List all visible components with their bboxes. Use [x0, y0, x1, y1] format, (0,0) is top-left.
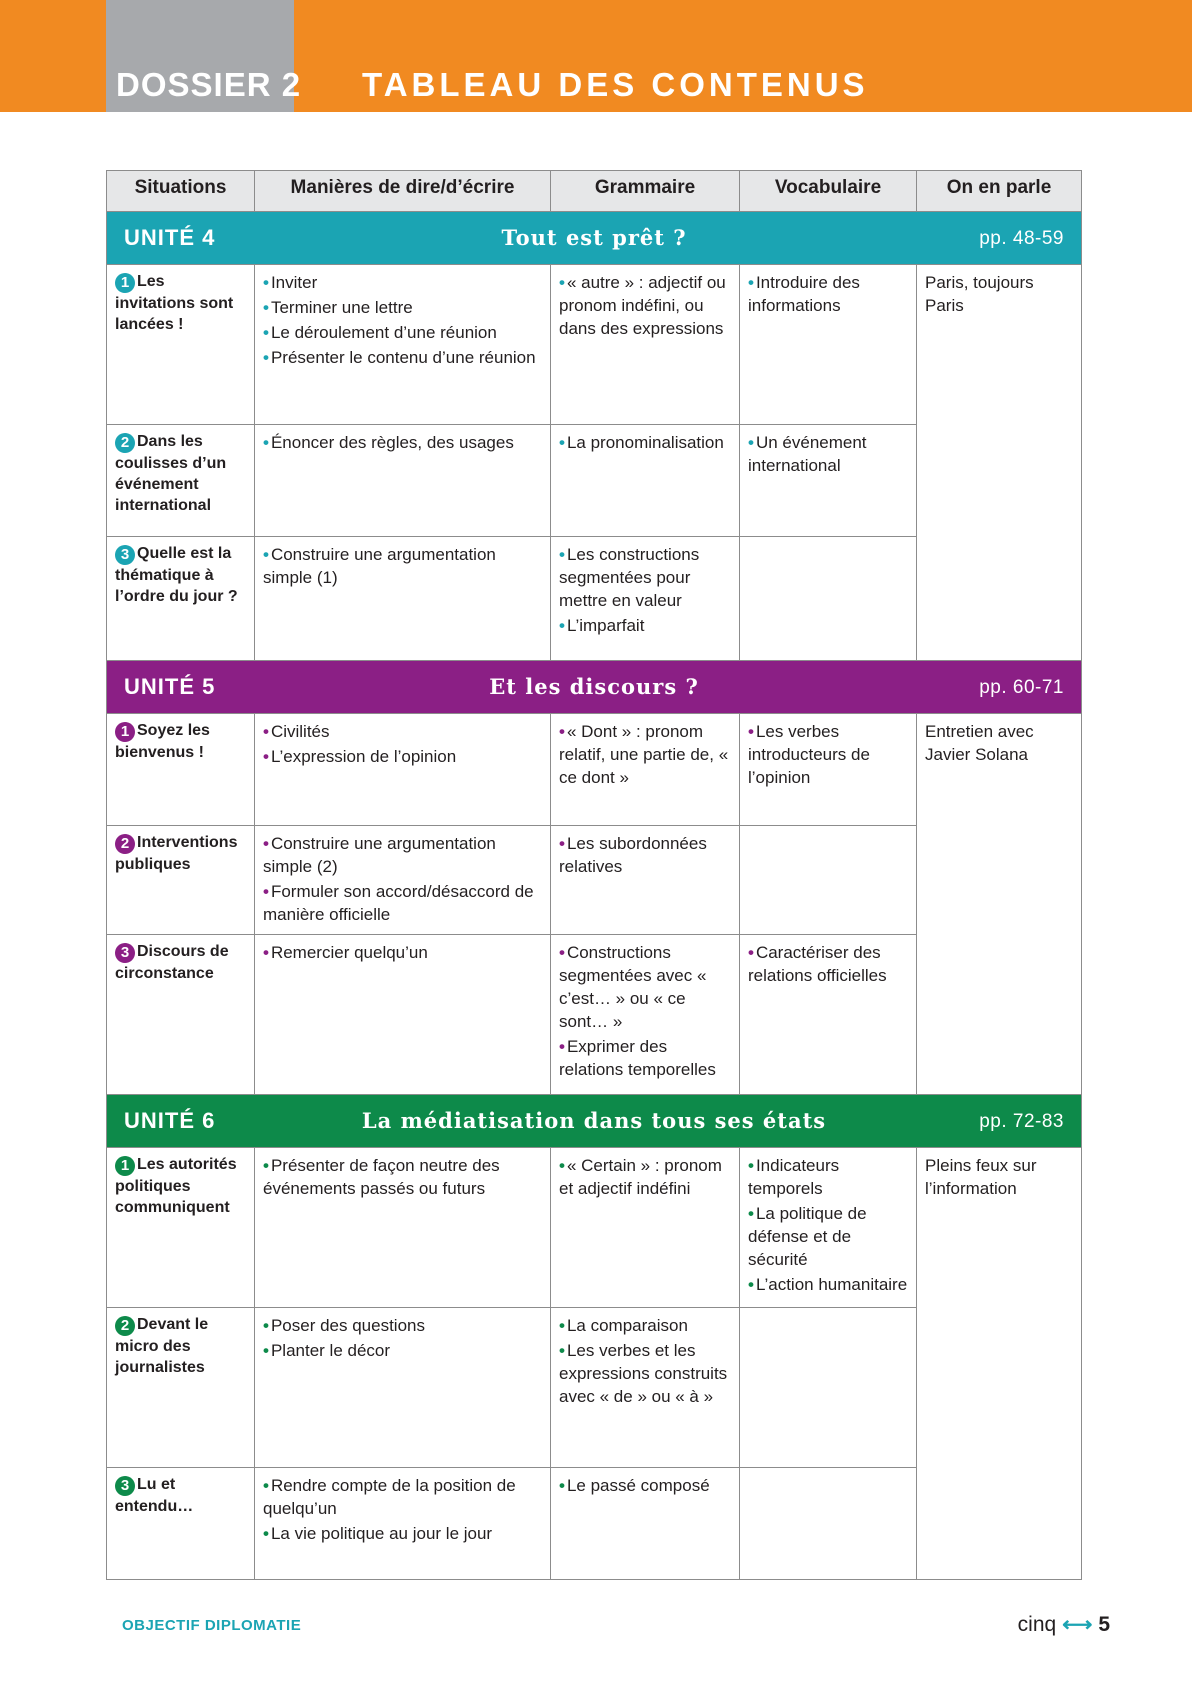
list-item	[748, 1154, 908, 1200]
unit-name: UNITÉ 6	[124, 1108, 216, 1133]
list-item-text: Les verbes introducteurs de l’opinion	[748, 722, 870, 787]
list-item-text: L’imparfait	[566, 616, 645, 635]
bullet-icon: •	[263, 298, 269, 317]
bullet-icon: •	[559, 273, 565, 292]
unit-header-row	[107, 661, 1082, 714]
arrow-icon: ⟷	[1062, 1613, 1093, 1636]
bullet-icon: •	[263, 1524, 269, 1543]
unit-banner-inner	[115, 218, 1073, 258]
situation-title: Discours de circonstance	[115, 943, 229, 982]
situation-number-badge: 1	[115, 1156, 135, 1176]
table-row	[107, 1148, 1082, 1308]
vocabulaire-cell	[740, 1148, 917, 1308]
list-item-text: L’action humanitaire	[755, 1275, 908, 1294]
bullet-icon: •	[263, 545, 269, 564]
list-item	[263, 1474, 542, 1520]
list-item-text: Remercier quelqu’un	[270, 943, 428, 962]
list-item	[559, 271, 731, 340]
grammaire-cell	[551, 935, 740, 1095]
unit-header-row	[107, 212, 1082, 265]
list-item-text: Exprimer des relations temporelles	[559, 1037, 716, 1079]
bullet-icon: •	[559, 943, 565, 962]
situation-cell	[107, 1308, 255, 1468]
situation-title: Lu et entendu…	[115, 1476, 194, 1515]
bullet-icon: •	[559, 616, 565, 635]
bullet-icon: •	[263, 943, 269, 962]
situation-number-badge: 3	[115, 943, 135, 963]
unit-name: UNITÉ 5	[124, 674, 216, 699]
list-item	[263, 1314, 542, 1337]
list-item	[748, 271, 908, 317]
list-item	[559, 543, 731, 612]
situation-number-badge: 2	[115, 433, 135, 453]
list-item-text: Énoncer des règles, des usages	[270, 433, 514, 452]
list-item-text: Introduire des informations	[748, 273, 860, 315]
on-en-parle-text: Entretien avec Javier Solana	[925, 722, 1034, 764]
situation-cell	[107, 826, 255, 935]
col-header-vocabulaire: Vocabulaire	[740, 171, 917, 212]
bullet-icon: •	[559, 1476, 565, 1495]
grammaire-cell	[551, 265, 740, 425]
list-item	[263, 1154, 542, 1200]
footer-page-digit: 5	[1098, 1613, 1110, 1636]
list-item	[559, 1474, 731, 1497]
footer-page-word: cinq	[1017, 1613, 1057, 1636]
vocabulaire-cell	[740, 826, 917, 935]
bullet-icon: •	[263, 834, 269, 853]
situation-title: Devant le micro des journalistes	[115, 1316, 209, 1376]
on-en-parle-cell	[917, 1148, 1082, 1580]
manieres-cell	[255, 265, 551, 425]
list-item-text: L’expression de l’opinion	[270, 747, 457, 766]
bullet-icon: •	[748, 943, 754, 962]
bullet-icon: •	[748, 1204, 754, 1223]
manieres-cell	[255, 714, 551, 826]
bullet-icon: •	[263, 722, 269, 741]
list-item-text: Les constructions segmentées pour mettre en valeur	[559, 545, 700, 610]
list-item-text: La vie politique au jour le jour	[270, 1524, 493, 1543]
situation-title: Quelle est la thématique à l’ordre du jour ?	[115, 545, 238, 605]
manieres-cell	[255, 826, 551, 935]
list-item-text: Inviter	[270, 273, 318, 292]
bullet-icon: •	[263, 433, 269, 452]
situation-number-badge: 3	[115, 1476, 135, 1496]
grammaire-cell	[551, 826, 740, 935]
page-title: TABLEAU DES CONTENUS	[362, 66, 869, 103]
situation-cell	[107, 714, 255, 826]
unit-banner	[107, 661, 1082, 714]
unit-name: UNITÉ 4	[124, 225, 216, 250]
col-header-on-en-parle: On en parle	[917, 171, 1082, 212]
situation-cell	[107, 1468, 255, 1580]
list-item-text: Les subordonnées relatives	[559, 834, 707, 876]
list-item	[263, 346, 542, 369]
list-item-text: Le passé composé	[566, 1476, 710, 1495]
list-item	[748, 431, 908, 477]
bullet-icon: •	[263, 1476, 269, 1495]
list-item	[263, 941, 542, 964]
manieres-cell	[255, 537, 551, 661]
manieres-cell	[255, 1148, 551, 1308]
list-item	[559, 1154, 731, 1200]
situation-title: Les invitations sont lancées !	[115, 273, 234, 333]
list-item-text: Caractériser des relations officielles	[748, 943, 887, 985]
bullet-icon: •	[559, 433, 565, 452]
list-item	[263, 1522, 542, 1545]
situation-title: Dans les coulisses d’un événement international	[115, 433, 227, 514]
unit-banner	[107, 212, 1082, 265]
list-item	[263, 543, 542, 589]
list-item-text: Présenter de façon neutre des événements passés ou futurs	[263, 1156, 500, 1198]
bullet-icon: •	[263, 1156, 269, 1175]
table-row	[107, 714, 1082, 826]
list-item-text: Civilités	[270, 722, 330, 741]
bullet-icon: •	[559, 834, 565, 853]
unit-pages: pp. 48-59	[979, 228, 1064, 249]
situation-number-badge: 2	[115, 834, 135, 854]
unit-title: Tout est prêt ?	[501, 225, 687, 250]
manieres-cell	[255, 935, 551, 1095]
unit-pages: pp. 60-71	[979, 677, 1064, 698]
grammaire-cell	[551, 537, 740, 661]
situation-number-badge: 2	[115, 1316, 135, 1336]
vocabulaire-cell	[740, 714, 917, 826]
list-item-text: Un événement international	[748, 433, 867, 475]
col-header-situations: Situations	[107, 171, 255, 212]
unit-title: La médiatisation dans tous ses états	[361, 1108, 827, 1133]
list-item-text: Planter le décor	[270, 1341, 391, 1360]
on-en-parle-text: Pleins feux sur l’information	[925, 1156, 1037, 1198]
list-item-text: Rendre compte de la position de quelqu’un	[263, 1476, 516, 1518]
list-item	[263, 1339, 542, 1362]
list-item-text: La politique de défense et de sécurité	[748, 1204, 867, 1269]
bullet-icon: •	[559, 722, 565, 741]
grammaire-cell	[551, 714, 740, 826]
grammaire-cell	[551, 1148, 740, 1308]
on-en-parle-cell	[917, 714, 1082, 1095]
list-item	[748, 1202, 908, 1271]
list-item-text: Poser des questions	[270, 1316, 425, 1335]
situation-cell	[107, 425, 255, 537]
list-item	[559, 720, 731, 789]
list-item	[559, 832, 731, 878]
list-item-text: Construire une argumentation simple (2)	[263, 834, 496, 876]
dossier-label: DOSSIER 2	[116, 66, 302, 103]
grammaire-cell	[551, 1468, 740, 1580]
situation-number-badge: 1	[115, 722, 135, 742]
list-item-text: Le déroulement d’une réunion	[270, 323, 497, 342]
bullet-icon: •	[263, 882, 269, 901]
situation-title: Soyez les bienvenus !	[115, 722, 210, 761]
unit-banner-inner	[115, 667, 1073, 707]
list-item	[559, 941, 731, 1033]
list-item	[263, 745, 542, 768]
grammaire-cell	[551, 425, 740, 537]
list-item	[263, 880, 542, 926]
list-item	[559, 1339, 731, 1408]
list-item	[559, 614, 731, 637]
situation-cell	[107, 537, 255, 661]
vocabulaire-cell	[740, 265, 917, 425]
vocabulaire-cell	[740, 1308, 917, 1468]
situation-title: Les autorités politiques communiquent	[115, 1156, 237, 1216]
bullet-icon: •	[263, 1341, 269, 1360]
on-en-parle-cell	[917, 265, 1082, 661]
list-item-text: « autre » : adjectif ou pronom indéfini, ou dans des expressions	[559, 273, 726, 338]
unit-pages: pp. 72-83	[979, 1111, 1064, 1132]
situation-cell	[107, 1148, 255, 1308]
list-item	[263, 271, 542, 294]
list-item-text: Indicateurs temporels	[748, 1156, 840, 1198]
situation-cell	[107, 265, 255, 425]
table-row	[107, 265, 1082, 425]
manieres-cell	[255, 1468, 551, 1580]
vocabulaire-cell	[740, 425, 917, 537]
bullet-icon: •	[559, 1156, 565, 1175]
situation-title: Interventions publiques	[115, 834, 238, 873]
vocabulaire-cell	[740, 935, 917, 1095]
list-item	[263, 321, 542, 344]
on-en-parle-text: Paris, toujours Paris	[925, 273, 1034, 315]
bullet-icon: •	[559, 545, 565, 564]
unit-title: Et les discours ?	[489, 674, 699, 699]
col-header-grammaire: Grammaire	[551, 171, 740, 212]
bullet-icon: •	[559, 1341, 565, 1360]
bullet-icon: •	[748, 1156, 754, 1175]
manieres-cell	[255, 425, 551, 537]
footer-page-number	[1018, 1612, 1110, 1637]
list-item	[263, 431, 542, 454]
bullet-icon: •	[748, 722, 754, 741]
header-row	[107, 171, 1082, 212]
list-item	[559, 431, 731, 454]
bullet-icon: •	[748, 1275, 754, 1294]
list-item-text: « Dont » : pronom relatif, une partie de, « ce dont »	[559, 722, 729, 787]
bullet-icon: •	[559, 1316, 565, 1335]
list-item-text: Formuler son accord/désaccord de manière officielle	[263, 882, 534, 924]
contents-table	[106, 170, 1082, 1580]
list-item-text: Présenter le contenu d’une réunion	[270, 348, 536, 367]
list-item	[748, 941, 908, 987]
unit-banner	[107, 1095, 1082, 1148]
list-item	[559, 1314, 731, 1337]
bullet-icon: •	[263, 1316, 269, 1335]
situation-number-badge: 1	[115, 273, 135, 293]
situation-cell	[107, 935, 255, 1095]
vocabulaire-cell	[740, 537, 917, 661]
col-header-manieres: Manières de dire/d’écrire	[255, 171, 551, 212]
list-item	[748, 720, 908, 789]
bullet-icon: •	[263, 348, 269, 367]
bullet-icon: •	[263, 747, 269, 766]
bullet-icon: •	[263, 273, 269, 292]
situation-number-badge: 3	[115, 545, 135, 565]
grammaire-cell	[551, 1308, 740, 1468]
unit-banner-inner	[115, 1101, 1073, 1141]
list-item	[263, 720, 542, 743]
footer-series-title: OBJECTIF DIPLOMATIE	[122, 1617, 302, 1634]
vocabulaire-cell	[740, 1468, 917, 1580]
list-item-text: La pronominalisation	[566, 433, 724, 452]
bullet-icon: •	[748, 433, 754, 452]
bullet-icon: •	[263, 323, 269, 342]
manieres-cell	[255, 1308, 551, 1468]
bullet-icon: •	[748, 273, 754, 292]
list-item-text: « Certain » : pronom et adjectif indéfini	[559, 1156, 722, 1198]
unit-header-row	[107, 1095, 1082, 1148]
list-item-text: Construire une argumentation simple (1)	[263, 545, 496, 587]
list-item	[748, 1273, 908, 1296]
bullet-icon: •	[559, 1037, 565, 1056]
list-item	[263, 296, 542, 319]
list-item	[263, 832, 542, 878]
list-item-text: Terminer une lettre	[270, 298, 413, 317]
list-item-text: Constructions segmentées avec « c’est… » ou « ce sont… »	[559, 943, 707, 1031]
list-item	[559, 1035, 731, 1081]
list-item-text: Les verbes et les expressions construits avec « de » ou « à »	[559, 1341, 728, 1406]
list-item-text: La comparaison	[566, 1316, 688, 1335]
